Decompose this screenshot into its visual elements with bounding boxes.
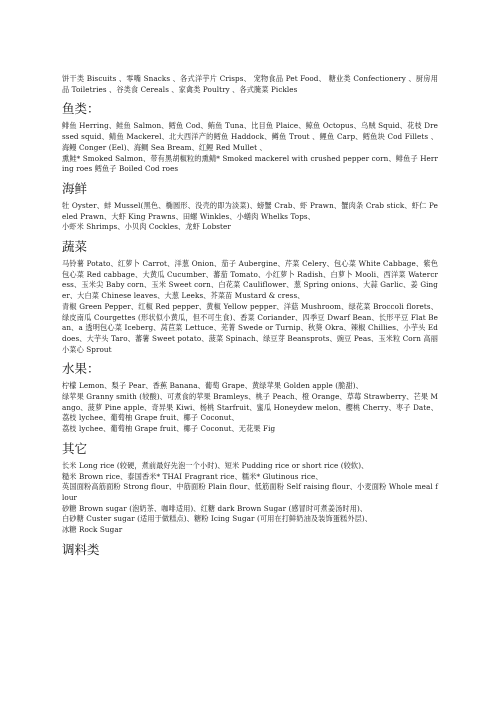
section-paragraph: 青椒 Green Pepper、红椒 Red pepper、黄椒 Yellow pepper、洋菇 Mushroom、绿花菜 Broccoli florets、绿皮南瓜 Courgettes (形状似小黄瓜，但不可生食)、香菜 Coriander、四季豆 Dwarf Bean、长形平豆 Flat Bean、a 透明包心菜 Iceberg、莴苣菜 Lettuce、芜菁 Swede or Turnip、秋葵 Okra、辣椒 Chillies、小芋头 Eddoes、大芋头 Taro、蕃薯 Sweet potato、菠菜 Spinach、绿豆芽 Beansprots、豌豆 Peas、玉米粒 Corn 高丽小菜心 Sprout — [62, 301, 438, 354]
section-paragraph: 砂糖 Brown sugar (泡奶茶、咖啡适用)、红糖 dark Brown Sugar (感冒时可煮姜汤时用)、 — [62, 503, 368, 513]
section-seasonings — [62, 542, 438, 558]
section-paragraph: 荔枝 lychee、葡萄柚 Grape fruit、椰子 Coconut、无花果 Fig — [62, 424, 276, 434]
section-paragraph: 绿苹果 Granny smith (较酸)、可煮食的苹果 Bramleys、桃子 Peach、橙 Orange、草莓 Strawberry、芒果 Mango、菠萝 Pine apple、奇异果 Kiwi、杨桃 Starfruit、蜜瓜 Honeydew melon、樱桃 Cherry、枣子 Date、荔枝 lychee、葡萄柚 Grape fruit、椰子 Coconut、 — [62, 392, 438, 423]
section-heading: 海鲜 — [62, 180, 88, 196]
section-heading: 水果： — [62, 361, 100, 377]
section-paragraph: 糙米 Brown rice、泰国香米* THAI Fragrant rice、糯米* Glutinous rice、 — [62, 471, 323, 481]
section-paragraph: 牡 Oyster、蚌 Mussel(黑色、椭圆形、没壳的即为淡菜)、螃蟹 Crab、虾 Prawn、蟹肉条 Crab stick、虾仁 Peeled Prawn、大虾 King Prawns、田螺 Winkles、小蟮肉 Whelks Tops、 — [62, 200, 438, 221]
section-paragraph: 鲱鱼 Herring、鲑鱼 Salmon、鳕鱼 Cod、鲔鱼 Tuna、比目鱼 Plaice、鲸鱼 Octopus、乌贼 Squid、花枝 Dressed squid、鲭鱼 Mackerel、北大西洋产的鳕鱼 Haddock、鳟鱼 Trout 、鲤鱼 Carp、鳕鱼块 Cod Fillets 、海鳗 Conger (Eel)、海鲷 Sea Bream、红鲤 Red Mullet 、 — [62, 121, 438, 152]
section-heading: 鱼类： — [62, 101, 100, 117]
section-seafood — [62, 181, 438, 233]
section-paragraph: 长米 Long rice (较硬，煮前最好先泡一个小时)、短米 Pudding rice or short rice (较软)、 — [62, 460, 369, 470]
section-heading: 其它 — [62, 440, 88, 456]
section-vegetables — [62, 239, 438, 355]
section-paragraph: 熏鲑* Smoked Salmon、带有黑胡椒粒的熏鲭* Smoked mackerel with crushed pepper corn、鲱鱼子 Herring roes 鳕鱼子 Boiled Cod roes — [62, 153, 438, 174]
intro-block — [62, 74, 438, 95]
section-paragraph: 马铃薯 Potato、红萝卜 Carrot、洋葱 Onion、茄子 Aubergine、芹菜 Celery、包心菜 White Cabbage、紫色包心菜 Red cabbage、大黄瓜 Cucumber、蕃茄 Tomato、小红萝卜 Radish、白萝卜 Mooli、西洋菜 Watercress、玉米尖 Baby corn、玉米 Sweet corn、白花菜 Cauliflower、葱 Spring onions、大蒜 Garlic、姜 Ginger、大白菜 Chinese leaves、大葱 Leeks、芥菜苗 Mustard & cress、 — [62, 259, 438, 301]
section-heading: 蔬菜 — [62, 239, 88, 255]
section-paragraph: 冰糖 Rock Sugar — [62, 525, 123, 535]
section-paragraph: 英国面粉高筋面粉 Strong flour、中筋面粉 Plain flour、低筋面粉 Self raising flour、小麦面粉 Whole meal flour — [62, 482, 438, 502]
section-fruit — [62, 361, 438, 435]
section-paragraph: 柠檬 Lemon、梨子 Pear、香蕉 Banana、葡萄 Grape、黄绿苹果 Golden apple (脆甜)、 — [62, 381, 363, 391]
section-paragraph: 白砂糖 Custer sugar (适用于做糕点)、糖粉 Icing Sugar (可用在打鲜奶油及装饰蛋糕外层)、 — [62, 514, 373, 524]
section-other — [62, 441, 438, 536]
section-fish — [62, 101, 438, 175]
intro-paragraph: 饼干类 Biscuits 、零嘴 Snacks 、各式洋芋片 Crisps、 宠物食品 Pet Food、 糖业类 Confectionery 、厨房用品 Toiletries 、谷类食 Cereals 、家禽类 Poultry 、各式腌菜 Pickles — [62, 74, 438, 94]
section-heading: 调料类 — [62, 541, 100, 557]
document-page — [62, 74, 438, 564]
section-paragraph: 小虾米 Shrimps、小贝肉 Cockles、龙虾 Lobster — [62, 222, 231, 232]
